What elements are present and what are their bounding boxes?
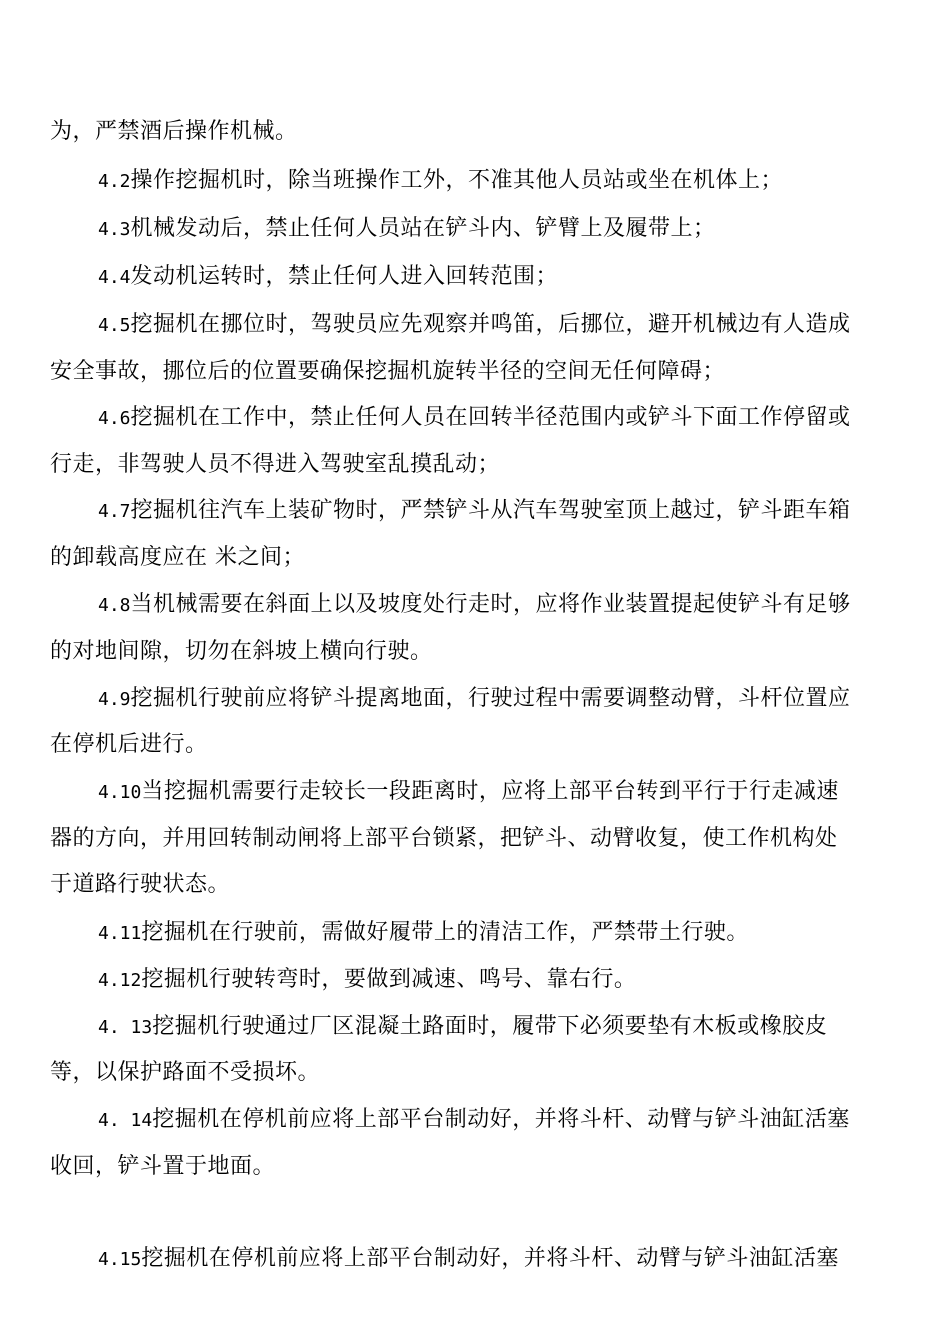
paragraph-4-3-line-1 [0,214,950,245]
paragraph-text: 于道路行驶状态。 [50,872,231,897]
paragraph-4-8-line-1 [0,590,950,621]
paragraph-text: 挖掘机往汽车上装矿物时，严禁铲斗从汽车驾驶室顶上越过，铲斗距车箱 [130,498,851,523]
paragraph-4-7-line-1 [0,496,950,527]
paragraph-text: 当机械需要在斜面上以及坡度处行走时，应将作业装置提起使铲斗有足够 [130,592,851,617]
paragraph-4-13-line-2 [0,1058,950,1088]
clause-number: 4.3 [98,219,131,240]
paragraph-4-4-line-1 [0,262,950,293]
paragraph-text: 当挖掘机需要行走较长一段距离时，应将上部平台转到平行于行走减速 [141,779,839,804]
paragraph-text: 挖掘机行驶通过厂区混凝土路面时，履带下必须要垫有木板或橡胶皮 [152,1014,828,1039]
paragraph-text: 挖掘机在停机前应将上部平台制动好，并将斗杆、动臂与铲斗油缸活塞 [141,1246,839,1271]
paragraph-4-14-line-2 [0,1152,950,1182]
paragraph-4-9-line-1 [0,684,950,715]
paragraph-text: 的卸载高度应在 米之间； [50,545,305,570]
paragraph-4-11-line-1 [0,918,950,949]
paragraph-4-10-line-1 [0,777,950,808]
clause-number: 4.5 [98,315,131,336]
paragraph-4-15-line-1 [0,1244,950,1275]
paragraph-text: 挖掘机在挪位时，驾驶员应先观察并鸣笛，后挪位，避开机械边有人造成 [130,312,851,337]
clause-number: 4.12 [98,970,142,991]
paragraph-4-13-line-1 [0,1012,950,1043]
paragraph-4-2-line-1 [0,166,950,197]
paragraph-4-5-line-1 [0,310,950,341]
paragraph-text: 挖掘机行驶转弯时，要做到减速、鸣号、靠右行。 [141,967,637,992]
paragraph-text: 挖掘机在行驶前，需做好履带上的清洁工作，严禁带土行驶。 [141,920,749,945]
paragraph-4-14-line-1 [0,1105,950,1136]
clause-number: 4.6 [98,408,131,429]
clause-number: 4. 14 [98,1110,153,1131]
paragraph-4-10-line-2 [0,824,950,854]
paragraph-text: 器的方向，并用回转制动闸将上部平台锁紧，把铲斗、动臂收复，使工作机构处 [50,826,838,851]
paragraph-text: 发动机运转时，禁止任何人进入回转范围； [130,264,559,289]
paragraph-text: 挖掘机在工作中，禁止任何人员在回转半径范围内或铲斗下面工作停留或 [130,405,851,430]
paragraph-text: 机械发动后，禁止任何人员站在铲斗内、铲臂上及履带上； [130,216,716,241]
clause-number: 4.7 [98,501,131,522]
paragraph-text: 等，以保护路面不受损坏。 [50,1060,321,1085]
paragraph-4-7-line-2 [0,543,950,573]
paragraph-text: 在停机后进行。 [50,732,208,757]
paragraph-text: 挖掘机行驶前应将铲斗提离地面，行驶过程中需要调整动臂，斗杆位置应 [130,686,851,711]
paragraph-text: 收回，铲斗置于地面。 [50,1154,276,1179]
paragraph-4-6-line-1 [0,403,950,434]
paragraph-text: 为，严禁酒后操作机械。 [50,119,298,144]
clause-number: 4.11 [98,923,142,944]
paragraph-text: 的对地间隙，切勿在斜坡上横向行驶。 [50,639,433,664]
paragraph-4-6-line-2 [0,450,950,480]
paragraph-4-5-line-2 [0,357,950,387]
paragraph-text: 安全事故，挪位后的位置要确保挖掘机旋转半径的空间无任何障碍； [50,359,726,384]
clause-number: 4.4 [98,267,131,288]
paragraph-4-12-line-1 [0,965,950,996]
paragraph-4-1-tail-line-1 [0,117,950,147]
clause-number: 4.10 [98,782,142,803]
paragraph-4-9-line-2 [0,730,950,760]
clause-number: 4.2 [98,171,131,192]
clause-number: 4.15 [98,1249,142,1270]
clause-number: 4. 13 [98,1017,153,1038]
paragraph-text: 行走，非驾驶人员不得进入驾驶室乱摸乱动； [50,452,501,477]
paragraph-4-10-line-3 [0,870,950,900]
paragraph-text: 操作挖掘机时，除当班操作工外，不准其他人员站或坐在机体上； [130,168,784,193]
clause-number: 4.8 [98,595,131,616]
paragraph-text: 挖掘机在停机前应将上部平台制动好，并将斗杆、动臂与铲斗油缸活塞 [152,1107,850,1132]
paragraph-4-8-line-2 [0,637,950,667]
clause-number: 4.9 [98,689,131,710]
